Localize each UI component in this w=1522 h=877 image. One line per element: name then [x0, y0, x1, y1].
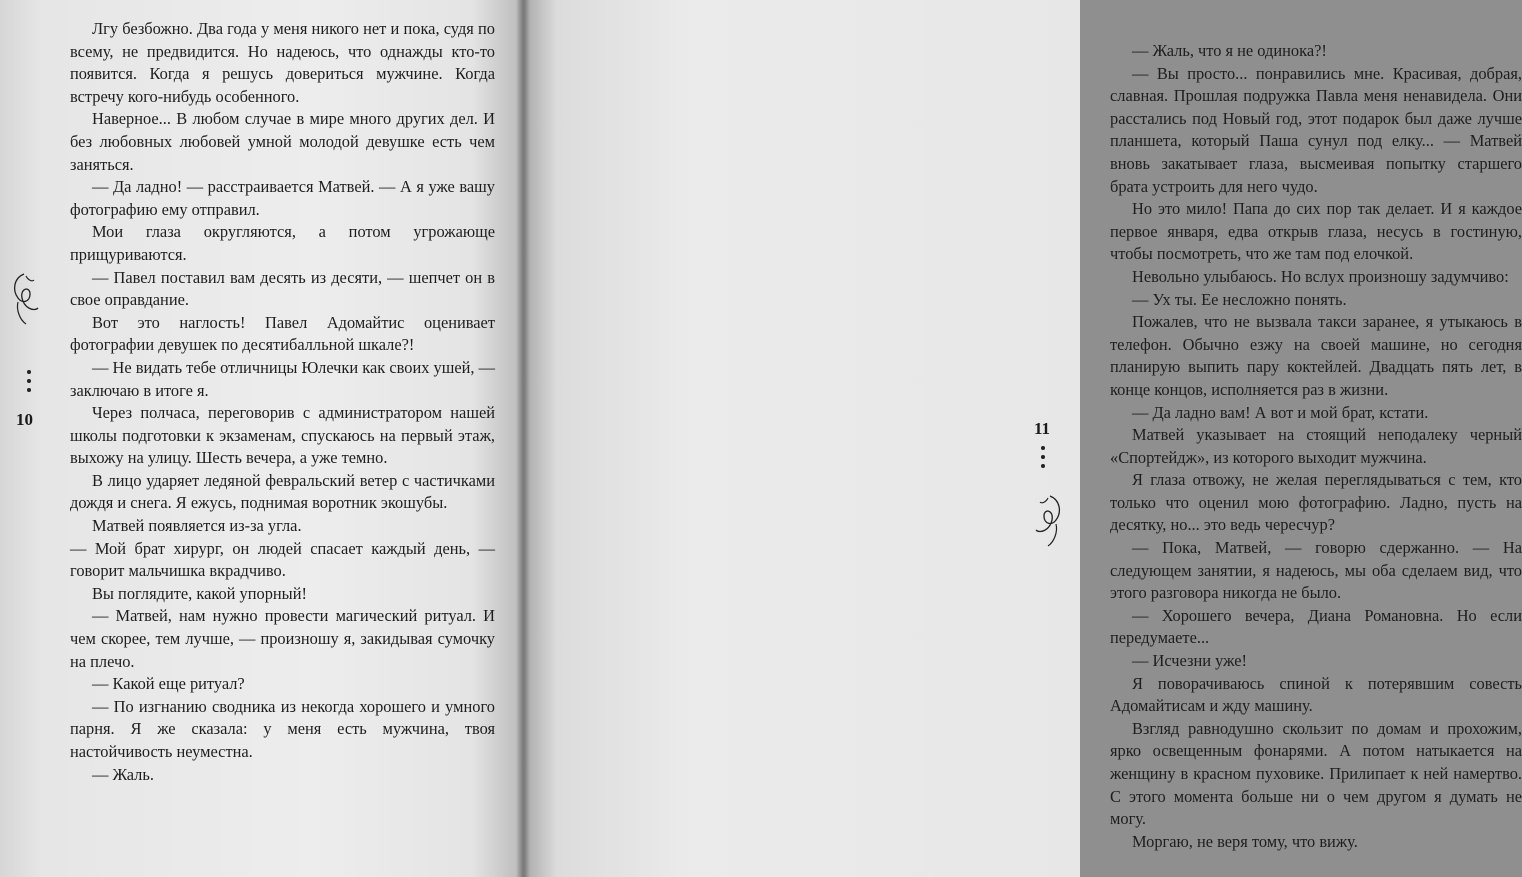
paragraph: Невольно улыбаюсь. Но вслух произношу задумчиво: [1132, 266, 1509, 286]
paragraph: — Матвей, нам нужно провести магический ритуал. И чем скорее, тем лучше, — произношу я, закидывая сумочку на плечо. [70, 606, 495, 671]
paragraph: — Мой брат хирург, он людей спасает каждый день, — говорит мальчишка вкрадчиво. [70, 538, 495, 581]
paragraph: Наверное... В любом случае в мире много других дел. И без любовных любовей умной молодой девушке есть чем заняться. [70, 109, 495, 174]
left-page-text [70, 18, 495, 786]
paragraph: — Ух ты. Ее несложно понять. [1132, 289, 1347, 309]
left-dots-icon [26, 370, 32, 397]
paragraph: — Павел поставил вам десять из десяти, — шепчет он в свое оправдание. [70, 267, 495, 310]
paragraph: Мои глаза округляются, а потом угрожающе прищуриваются. [70, 222, 495, 264]
paragraph: — По изгнанию сводника из некогда хорошего и умного парня. Я же сказала: у меня есть мужчина, твоя настойчивость неуместна. [70, 696, 495, 761]
paragraph: Через полчаса, переговорив с администратором нашей школы подготовки к экзаменам, спускаюсь на первый этаж, выхожу на улицу. Шесть вечера, а уже темно. [70, 403, 495, 468]
paragraph: — Какой еще ритуал? [92, 674, 245, 694]
paragraph: Но это мило! Папа до сих пор так делает. И я каждое первое января, едва открыв глаза, несусь в гостиную, чтобы посмотреть, что же там под елочкой. [1110, 199, 1522, 264]
paragraph: Моргаю, не веря тому, что вижу. [1132, 831, 1358, 851]
paragraph: Матвей появляется из-за угла. [92, 516, 302, 536]
paragraph: В лицо ударяет ледяной февральский ветер с частичками дождя и снега. Я ежусь, поднимая воротник экошубы. [70, 470, 495, 513]
right-ornament-icon [1028, 490, 1070, 555]
paragraph: Вот это наглость! Павел Адомайтис оценивает фотографии девушек по десятибалльной шкале?! [70, 312, 495, 355]
paragraph: Вы поглядите, какой упорный! [92, 583, 307, 603]
paragraph: Взгляд равнодушно скользит по домам и прохожим, ярко освещенным фонарями. А потом натыкается на женщину в красном пуховике. Прилипает к ней намертво. С этого момента больше ни о чем другом я думать не могу. [1110, 718, 1522, 829]
left-ornament-icon [4, 268, 46, 333]
paragraph: — Пока, Матвей, — говорю сдержанно. — На следующем занятии, я надеюсь, мы оба сделаем вид, что этого разговора никогда не было. [1110, 538, 1522, 603]
right-page-text [1110, 40, 1522, 853]
book-gutter [516, 0, 530, 877]
paragraph: — Жаль. [92, 764, 154, 784]
paragraph: — Вы просто... понравились мне. Красивая, добрая, славная. Прошлая подружка Павла меня ненавидела. Они расстались под Новый год, этот подарок был даже лучше планшета, который Паша сунул под елку... — Матвей вновь закатывает глаза, высмеивая попытку старшего брата устроить для него чудо. [1110, 63, 1522, 196]
paragraph: Матвей указывает на стоящий неподалеку черный «Спортейдж», из которого выходит мужчина. [1110, 425, 1522, 467]
paragraph: Я глаза отвожу, не желая переглядываться с тем, кто только что оценил мою фотографию. Ладно, пусть на десятку, но... это ведь чересчур? [1110, 470, 1522, 535]
left-page [0, 0, 524, 877]
paragraph: — Исчезни уже! [1132, 651, 1247, 671]
page-number-right: 11 [1034, 419, 1051, 438]
paragraph: — Да ладно! — расстраивается Матвей. — А я уже вашу фотографию ему отправил. [70, 177, 495, 219]
paragraph: Я поворачиваюсь спиной к потерявшим совесть Адомайтисам и жду машину. [1110, 673, 1522, 716]
paragraph: Пожалев, что не вызвала такси заранее, я утыкаюсь в телефон. Обычно езжу на своей машине, но сегодня планирую выпить пару коктейлей. Двадцать пять лет, в конце концов, исполняется раз в жизни. [1110, 312, 1522, 399]
right-page [524, 0, 1522, 877]
paragraph: Лгу безбожно. Два года у меня никого нет и пока, судя по всему, не предвидится. Но надеюсь, что однажды кто-то появится. Когда я решусь довериться мужчине. Когда встречу кого-нибудь особенного. [70, 19, 495, 106]
paragraph: — Жаль, что я не одинока?! [1132, 41, 1327, 60]
paragraph: — Не видать тебе отличницы Юлечки как своих ушей, — заключаю в итоге я. [70, 357, 495, 400]
page-number-left: 10 [16, 410, 33, 429]
paragraph: — Да ладно вам! А вот и мой брат, кстати. [1132, 402, 1429, 422]
right-dots-icon [1040, 446, 1046, 473]
paragraph: — Хорошего вечера, Диана Романовна. Но если передумаете... [1110, 605, 1522, 648]
